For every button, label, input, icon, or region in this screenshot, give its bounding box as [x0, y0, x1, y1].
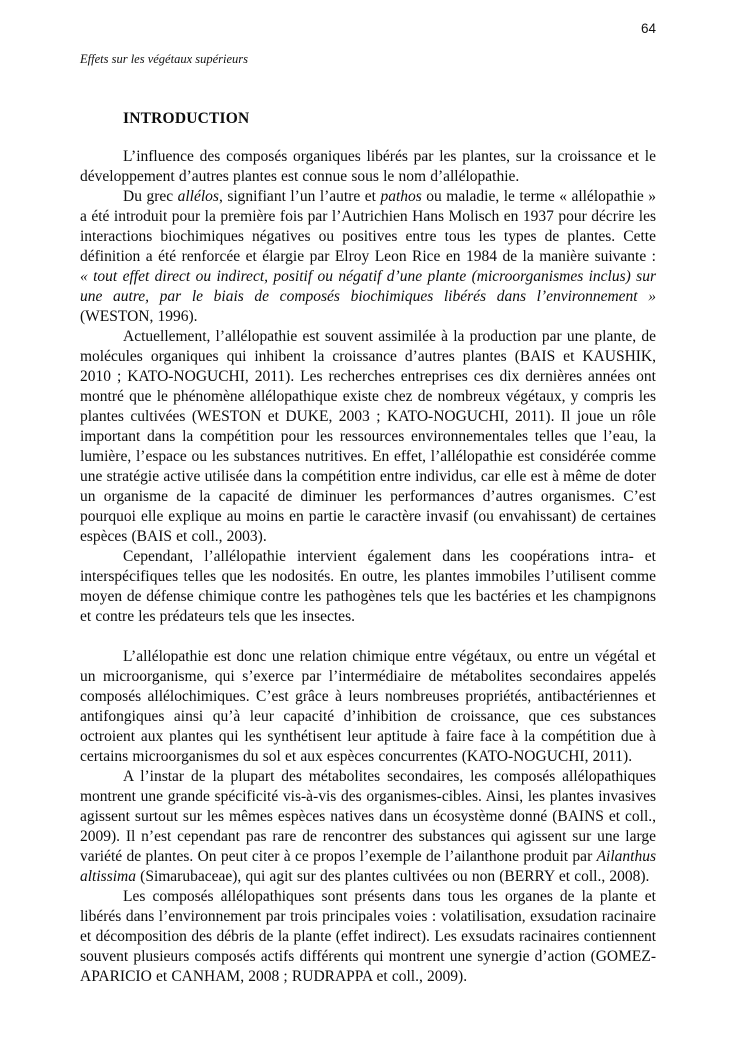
- text-run: A l’instar de la plupart des métabolites secondaires, les composés allélopathiques montrent une grande spécificité vis-à-vis des organismes-cibles. Ainsi, les plantes invasives agissent surtout sur les mêmes espèces natives dans un écosystème donné (BAINS et coll., 2009). Il n’est cependant pas rare de rencontrer des substances qui agissent sur une large variété de plantes. On peut citer à ce propos l’exemple de l’ailanthone produit par: [80, 768, 656, 865]
- paragraph-1: [80, 147, 656, 187]
- paragraph-3: [80, 327, 656, 547]
- text-run: L’allélopathie est donc une relation chimique entre végétaux, ou entre un végétal et un microorganisme, qui s’exerce par l’intermédiaire de métabolites secondaires appelés composés allélochimiques. C’est grâce à leurs nombreuses propriétés, antibactériennes et antifongiques ainsi qu’à leur capacité d’inhibition de croissance, que ces substances octroient aux plantes qui les synthétisent leur aptitude à faire face à la compétition due à certains microorganismes du sol et aux espèces concurrentes (KATO-NOGUCHI, 2011).: [80, 648, 656, 765]
- text-run: Les composés allélopathiques sont présents dans tous les organes de la plante et libérés dans l’environnement par trois principales voies : volatilisation, exsudation racinaire et décomposition des débris de la plante (effet indirect). Les exsudats racinaires contiennent souvent plusieurs composés actifs différents qui montrent une synergie d’action (GOMEZ-APARICIO et CANHAM, 2008 ; RUDRAPPA et coll., 2009).: [80, 888, 656, 985]
- document-content: [80, 109, 656, 987]
- text-run: Actuellement, l’allélopathie est souvent assimilée à la production par une plante, de molécules organiques qui inhibent la croissance d’autres plantes (BAIS et KAUSHIK, 2010 ; KATO-NOGUCHI, 2011). Les recherches entreprises ces dix dernières années ont montré que le phénomène allélopathique existe chez de nombreux végétaux, y compris les plantes cultivées (WESTON et DUKE, 2003 ; KATO-NOGUCHI, 2011). Il joue un rôle important dans la compétition pour les ressources environnementales telles que l’eau, la lumière, l’espace ou les substances nutritives. En effet, l’allélopathie est considérée comme une stratégie active utilisée dans la compétition entre individus, car elle est à même de doter un organisme de la capacité de diminuer les performances d’autres organismes. C’est pourquoi elle explique au moins en partie le caractère invasif (ou envahissant) de certaines espèces (BAIS et coll., 2003).: [80, 328, 656, 545]
- paragraph-7: [80, 887, 656, 987]
- italic-text-run: « tout effet direct ou indirect, positif ou négatif d’une plante (microorganismes inclus) sur une autre, par le biais de composés biochimiques libérés dans l’environnement »: [80, 268, 656, 305]
- italic-text-run: Ailanthus altissima: [80, 848, 656, 885]
- paragraph-4: [80, 547, 656, 627]
- text-run: Du grec: [123, 188, 178, 205]
- paragraph-6: [80, 767, 656, 887]
- text-run: Cependant, l’allélopathie intervient également dans les coopérations intra- et interspécifiques telles que les nodosités. En outre, les plantes immobiles l’utilisent comme moyen de défense chimique contre les pathogènes tels que les bactéries et les champignons et contre les prédateurs tels que les insectes.: [80, 548, 656, 625]
- page-number: 64: [640, 21, 656, 36]
- running-header: Effets sur les végétaux supérieurs: [80, 52, 249, 66]
- section-title: INTRODUCTION: [123, 110, 250, 127]
- italic-text-run: pathos: [380, 188, 422, 205]
- text-run: ou maladie, le terme « allélopathie » a été introduit pour la première fois par l’Autrichien Hans Molisch en 1937 pour décrire les interactions biochimiques négatives ou positives entre tous les types de plantes. Cette définition a été renforcée et élargie par Elroy Leon Rice en 1984 de la manière suivante :: [80, 188, 656, 265]
- text-run: (WESTON, 1996).: [80, 308, 198, 325]
- paragraph-2: [80, 187, 656, 327]
- italic-text-run: allélos: [177, 188, 219, 205]
- text-run: (Simarubaceae), qui agit sur des plantes cultivées ou non (BERRY et coll., 2008).: [135, 868, 650, 885]
- paragraph-5: [80, 647, 656, 767]
- text-run: , signifiant l’un l’autre et: [218, 188, 381, 205]
- text-run: L’influence des composés organiques libérés par les plantes, sur la croissance et le développement d’autres plantes est connue sous le nom d’allélopathie.: [80, 148, 656, 185]
